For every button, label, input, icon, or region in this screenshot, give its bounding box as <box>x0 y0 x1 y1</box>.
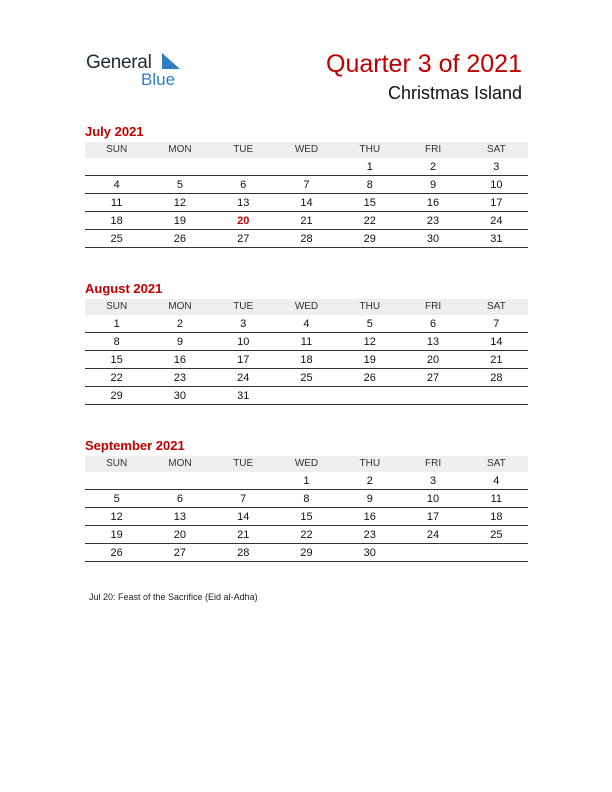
week-row <box>85 176 528 194</box>
day-cell: 17 <box>490 197 503 209</box>
month-title: August 2021 <box>85 281 163 296</box>
day-cell <box>465 387 528 404</box>
week-row <box>85 544 528 562</box>
day-cell: 30 <box>173 390 187 402</box>
day-cell: 27 <box>173 547 187 559</box>
weekday-label: TUE <box>233 144 254 155</box>
day-cell: 25 <box>110 233 123 245</box>
weekday-label: THU <box>359 301 381 312</box>
week-row <box>85 212 528 230</box>
week-row <box>85 369 528 387</box>
day-cell: 20 <box>426 354 440 366</box>
page-subtitle: Christmas Island <box>387 83 522 103</box>
day-cell: 28 <box>300 233 313 245</box>
day-cell: 9 <box>429 179 437 191</box>
day-cell <box>212 158 275 175</box>
holiday-footnote: Jul 20: Feast of the Sacrifice (Eid al-Adha) <box>89 592 258 602</box>
day-cell: 18 <box>110 215 123 227</box>
day-cell: 8 <box>366 179 373 191</box>
day-cell: 7 <box>240 493 247 505</box>
logo-blue-text: Blue <box>141 70 176 89</box>
day-cell: 5 <box>176 179 183 191</box>
week-row <box>85 315 528 333</box>
day-cell: 14 <box>300 197 313 209</box>
day-cell: 28 <box>490 372 503 384</box>
day-cell: 11 <box>300 336 313 348</box>
day-cell: 10 <box>237 336 250 348</box>
day-cell: 13 <box>426 336 440 348</box>
month-calendar <box>85 123 528 248</box>
day-cell <box>275 387 338 404</box>
day-cell: 4 <box>303 318 310 330</box>
day-cell: 22 <box>363 215 376 227</box>
week-row <box>85 490 528 508</box>
weekday-label: MON <box>168 301 192 312</box>
day-cell: 22 <box>300 529 313 541</box>
day-cell: 31 <box>490 233 503 245</box>
day-cell: 16 <box>173 354 187 366</box>
day-cell: 7 <box>493 318 500 330</box>
day-cell: 24 <box>237 372 250 384</box>
day-cell: 11 <box>110 197 123 209</box>
page-title: Quarter 3 of 2021 <box>326 50 522 78</box>
day-cell: 24 <box>426 529 440 541</box>
day-cell: 15 <box>363 197 376 209</box>
day-cell: 14 <box>490 336 503 348</box>
day-cell: 6 <box>176 493 183 505</box>
day-cell: 4 <box>493 475 500 487</box>
day-cell <box>401 544 464 561</box>
day-cell: 1 <box>366 161 373 173</box>
day-cell: 9 <box>176 336 183 348</box>
day-cell: 26 <box>110 547 123 559</box>
day-cell: 26 <box>173 233 187 245</box>
day-cell: 19 <box>173 215 187 227</box>
week-row <box>85 387 528 405</box>
day-cell: 16 <box>363 511 376 523</box>
day-cell: 29 <box>363 233 376 245</box>
weekday-label: WED <box>294 458 319 469</box>
day-cell: 6 <box>429 318 437 330</box>
day-cell <box>275 158 338 175</box>
weekday-label: SAT <box>486 458 506 469</box>
day-cell <box>401 387 464 404</box>
weekday-label: MON <box>168 458 192 469</box>
day-cell: 7 <box>303 179 310 191</box>
day-cell: 12 <box>110 511 123 523</box>
day-cell: 5 <box>366 318 373 330</box>
weekday-header-row <box>85 299 528 315</box>
day-cell: 18 <box>490 511 503 523</box>
day-cell: 23 <box>363 529 376 541</box>
weekday-label: SAT <box>486 301 506 312</box>
week-row <box>85 472 528 490</box>
day-cell: 14 <box>237 511 250 523</box>
day-cell <box>148 158 211 175</box>
day-cell: 2 <box>176 318 183 330</box>
day-cell: 20 <box>173 529 187 541</box>
weekday-label: FRI <box>424 144 442 155</box>
day-cell: 28 <box>237 547 250 559</box>
generalblue-logo <box>86 50 196 90</box>
day-cell: 2 <box>366 475 373 487</box>
week-row <box>85 333 528 351</box>
day-cell: 1 <box>113 318 120 330</box>
holiday-day-cell: 20 <box>237 215 250 227</box>
week-row <box>85 194 528 212</box>
day-cell <box>85 472 148 489</box>
day-cell: 21 <box>237 529 250 541</box>
day-cell: 21 <box>490 354 503 366</box>
day-cell: 24 <box>490 215 503 227</box>
day-cell <box>465 544 528 561</box>
day-cell: 8 <box>303 493 310 505</box>
week-row <box>85 230 528 248</box>
weekday-label: THU <box>359 458 381 469</box>
day-cell: 13 <box>173 511 187 523</box>
day-cell: 22 <box>110 372 123 384</box>
day-cell <box>85 158 148 175</box>
day-cell: 10 <box>426 493 440 505</box>
weekday-header-row <box>85 142 528 158</box>
day-cell: 30 <box>363 547 376 559</box>
day-cell <box>212 472 275 489</box>
day-cell: 11 <box>490 493 503 505</box>
week-row <box>85 526 528 544</box>
day-cell: 23 <box>426 215 440 227</box>
day-cell: 2 <box>429 161 437 173</box>
month-calendar <box>85 280 528 405</box>
day-cell: 19 <box>110 529 123 541</box>
day-cell: 17 <box>426 511 440 523</box>
weekday-label: MON <box>168 144 192 155</box>
weekday-label: FRI <box>424 458 442 469</box>
day-cell: 21 <box>300 215 313 227</box>
weekday-label: TUE <box>233 458 254 469</box>
day-cell: 6 <box>240 179 247 191</box>
logo-general-text: General <box>86 52 152 73</box>
month-title: July 2021 <box>85 124 144 139</box>
weekday-label: SUN <box>106 458 128 469</box>
day-cell: 4 <box>113 179 120 191</box>
day-cell: 31 <box>237 390 250 402</box>
day-cell: 10 <box>490 179 503 191</box>
day-cell: 15 <box>300 511 313 523</box>
day-cell: 3 <box>429 475 437 487</box>
day-cell: 30 <box>426 233 440 245</box>
weekday-label: SUN <box>106 144 128 155</box>
day-cell: 27 <box>237 233 250 245</box>
day-cell: 27 <box>426 372 440 384</box>
weekday-label: WED <box>294 144 319 155</box>
day-cell: 29 <box>110 390 123 402</box>
month-calendar <box>85 437 528 562</box>
day-cell: 12 <box>363 336 376 348</box>
month-title: September 2021 <box>85 438 185 453</box>
week-row <box>85 351 528 369</box>
day-cell: 9 <box>366 493 373 505</box>
day-cell: 18 <box>300 354 313 366</box>
day-cell: 19 <box>363 354 376 366</box>
day-cell: 8 <box>113 336 120 348</box>
day-cell: 15 <box>110 354 123 366</box>
day-cell: 25 <box>490 529 503 541</box>
weekday-label: THU <box>359 144 381 155</box>
day-cell: 23 <box>173 372 187 384</box>
day-cell: 5 <box>113 493 120 505</box>
day-cell: 25 <box>300 372 313 384</box>
logo-flag-icon <box>162 53 180 69</box>
day-cell: 17 <box>237 354 250 366</box>
weekday-header-row <box>85 456 528 472</box>
weekday-label: SAT <box>486 144 506 155</box>
weekday-label: WED <box>294 301 319 312</box>
day-cell: 3 <box>240 318 247 330</box>
weekday-label: SUN <box>106 301 128 312</box>
day-cell: 13 <box>237 197 250 209</box>
day-cell: 29 <box>300 547 313 559</box>
day-cell: 3 <box>493 161 500 173</box>
day-cell: 16 <box>426 197 440 209</box>
weekday-label: TUE <box>233 301 254 312</box>
day-cell <box>338 387 401 404</box>
day-cell: 26 <box>363 372 376 384</box>
day-cell: 12 <box>173 197 187 209</box>
weekday-label: FRI <box>424 301 442 312</box>
day-cell: 1 <box>303 475 310 487</box>
day-cell <box>148 472 211 489</box>
week-row <box>85 158 528 176</box>
week-row <box>85 508 528 526</box>
